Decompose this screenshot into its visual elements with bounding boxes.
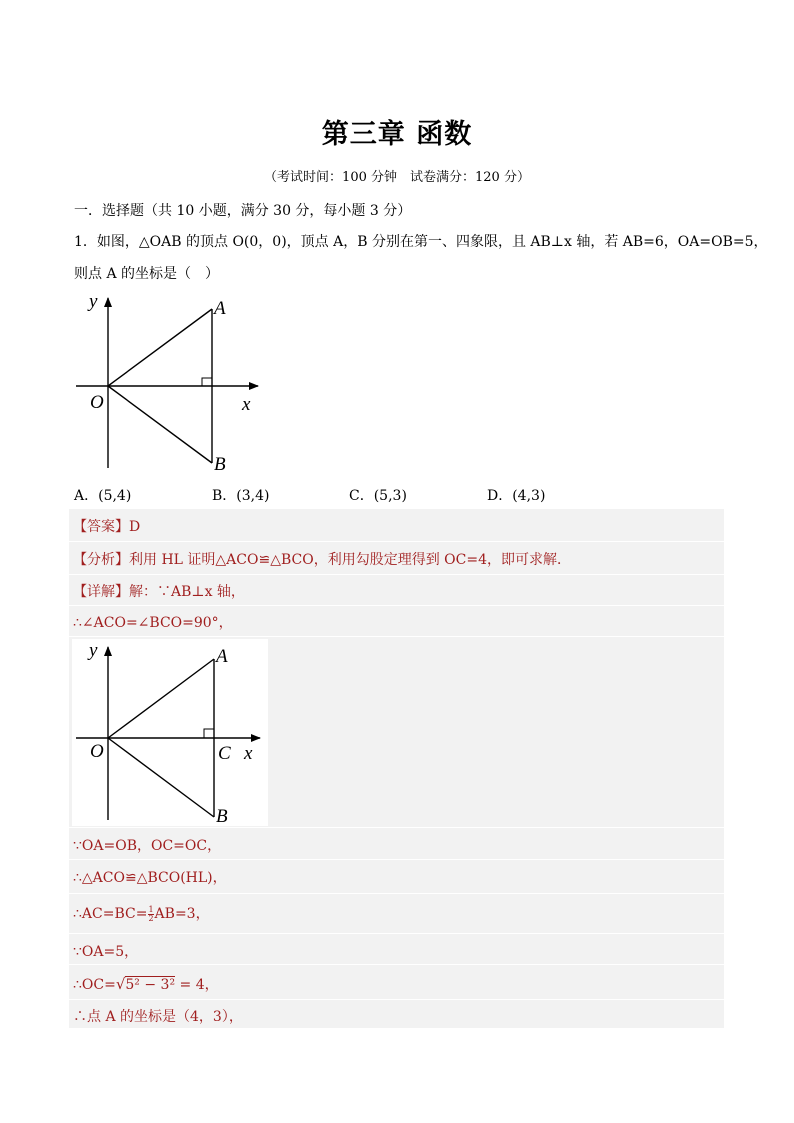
row-separator (69, 605, 724, 606)
sqrt-radicand: 5² − 3² (125, 977, 176, 993)
label-x: x (242, 394, 251, 415)
section-heading: 一．选择题（共 10 小题，满分 30 分，每小题 3 分） (74, 203, 412, 219)
fraction-one-half (148, 906, 153, 923)
label-A: A (214, 298, 226, 319)
analysis-text: 利用 HL 证明△ACO≌△BCO，利用勾股定理得到 OC=4，即可求解． (129, 552, 571, 568)
label-O: O (90, 741, 104, 762)
answer-label: 【答案】 (73, 519, 129, 535)
question-stem-line2: 则点 A 的坐标是（ ） (74, 266, 220, 282)
page-title: 第三章 函数 (321, 119, 473, 150)
option-a: A．(5,4) (74, 488, 132, 504)
step-6-prefix: ∴OC= (73, 977, 116, 993)
segment-OB (108, 386, 212, 463)
option-c: C．(5,3) (349, 488, 407, 504)
step-6 (73, 974, 219, 994)
analysis-row (73, 549, 571, 569)
label-y: y (89, 291, 98, 312)
row-separator (69, 541, 724, 542)
segment-OA (108, 309, 212, 386)
label-B: B (214, 454, 226, 475)
step-7: ∴点 A 的坐标是（4，3）， (73, 1009, 243, 1025)
detail-row (73, 581, 245, 601)
step-4-prefix: ∴AC=BC= (73, 906, 148, 922)
row-separator (69, 933, 724, 934)
option-b: B．(3,4) (212, 488, 270, 504)
sqrt-icon: √ (115, 975, 126, 993)
step-4-suffix: AB=3， (154, 906, 210, 922)
label-B: B (216, 806, 228, 826)
step-1: ∴∠ACO=∠BCO=90°， (73, 615, 233, 631)
right-angle-mark (202, 378, 212, 386)
label-C: C (218, 743, 231, 764)
row-separator (69, 964, 724, 965)
label-y: y (89, 640, 98, 661)
step-4 (73, 903, 210, 923)
row-separator (69, 827, 724, 828)
row-separator (69, 574, 724, 575)
fraction-numerator: 1 (148, 904, 154, 914)
row-separator (69, 859, 724, 860)
row-separator (69, 999, 724, 1000)
fraction-denominator: 2 (148, 913, 154, 923)
answer-value: D (129, 519, 141, 535)
row-separator (69, 636, 724, 637)
exam-info: （考试时间：100 分钟 试卷满分：120 分） (264, 170, 530, 185)
label-A: A (216, 646, 228, 667)
step-2: ∵OA=OB，OC=OC， (73, 838, 222, 854)
detail-text: 解：∵AB⊥x 轴， (129, 584, 245, 600)
row-separator (69, 893, 724, 894)
option-d: D．(4,3) (487, 488, 546, 504)
step-6-suffix: = 4， (175, 977, 219, 993)
answer-row (73, 516, 140, 536)
analysis-label: 【分析】 (73, 552, 129, 568)
step-5: ∵OA=5， (73, 944, 139, 960)
label-O: O (90, 392, 104, 413)
label-x: x (244, 743, 253, 764)
question-figure (70, 288, 270, 478)
question-stem-line1: 1．如图，△OAB 的顶点 O(0，0)，顶点 A，B 分别在第一、四象限，且 AB⊥x 轴，若 AB=6，OA=OB=5， (74, 234, 768, 250)
detail-label: 【详解】 (73, 584, 129, 600)
step-3: ∴△ACO≌△BCO(HL)， (73, 870, 227, 886)
solution-figure (72, 639, 268, 826)
